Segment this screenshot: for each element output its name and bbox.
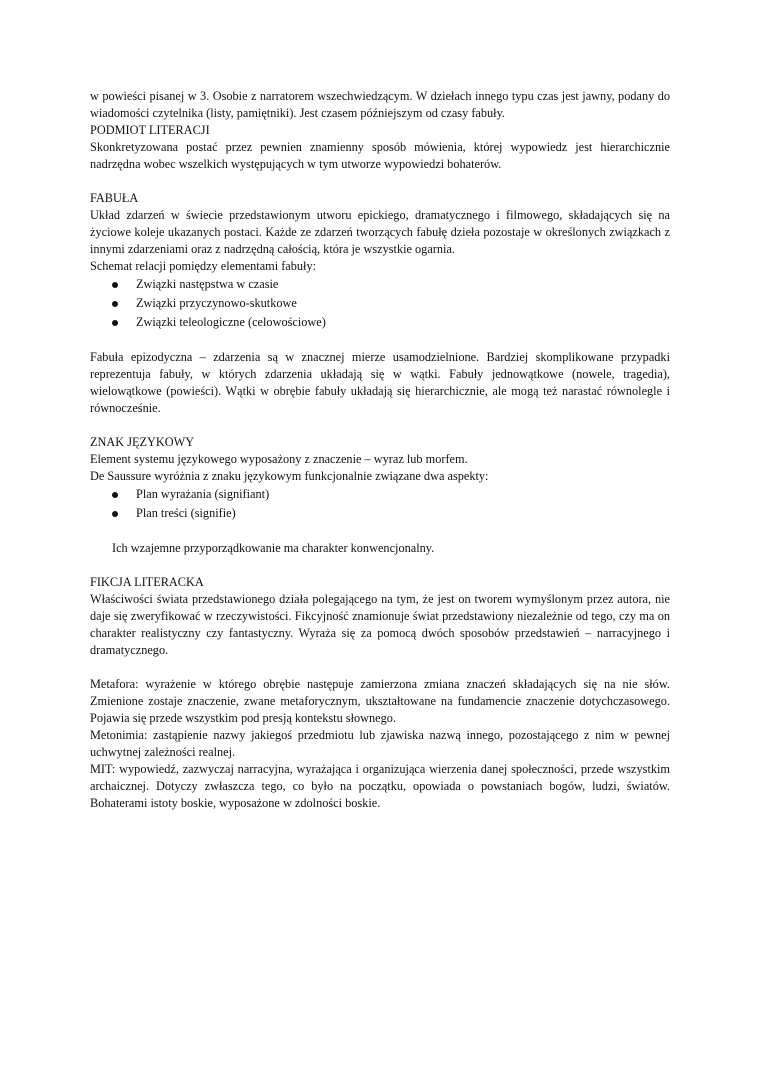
bullet-icon <box>112 282 118 288</box>
section-gap <box>90 659 670 676</box>
intro-paragraph: w powieści pisanej w 3. Osobie z narratorem wszechwiedzącym. W dziełach innego typu czas jest jawny, podany do wiadomości czytelnika (listy, pamiętniki). Jest czasem późniejszym od czasy fabuły. <box>90 89 670 120</box>
list-item-text: Plan wyrażania (signifiant) <box>136 487 270 501</box>
znak-aspects-list <box>90 485 670 523</box>
znak-line-1: Element systemu językowego wyposażony z znaczenie – wyraz lub morfem. <box>90 452 468 466</box>
fabula-epizodyczna-paragraph: Fabuła epizodyczna – zdarzenia są w znacznej mierze usamodzielnione. Bardziej skomplikowane przypadki reprezentuja fabuły, w których zdarzenia układają się w wątki. Fabuły jednowątkowe (nowele, tragedia), wielowątkowe (powieści). Wątki w obrębie fabuły układają się hierarchicznie, ale mogą też narastać równolegle i równocześnie. <box>90 350 670 415</box>
list-item <box>90 504 670 523</box>
list-item-text: Związki teleologiczne (celowościowe) <box>136 315 326 329</box>
section-gap <box>90 557 670 574</box>
fikcja-paragraph: Właściwości świata przedstawionego działa polegającego na tym, że jest on tworem wymyślonym przez autora, nie daje się zweryfikować w rzeczywistości. Fikcyjność znamionuje świat przedstawiony niezależnie od tego, czy ma on charakter realistyczny czy fantastyczny. Wyraża się za pomocą dwóch sposobów przedstawień – narracyjnego i dramatycznego. <box>90 592 670 657</box>
list-item <box>90 294 670 313</box>
bullet-icon <box>112 511 118 517</box>
document-page <box>90 88 670 812</box>
metonimia-paragraph: Metonimia: zastąpienie nazwy jakiegoś przedmiotu lub zjawiska nazwą innego, pozostającego z nim w pewnej uchwytnej zależności realnej. <box>90 728 670 759</box>
znak-line-2: De Saussure wyróżnia z znaku językowym funkcjonalnie związane dwa aspekty: <box>90 469 489 483</box>
fabula-relations-list <box>90 275 670 332</box>
section-gap <box>90 332 670 349</box>
znak-note: Ich wzajemne przyporządkowanie ma charakter konwencjonalny. <box>112 541 435 555</box>
list-item-text: Plan treści (signifie) <box>136 506 236 520</box>
fabula-heading: FABUŁA <box>90 191 139 205</box>
list-item-text: Związki przyczynowo-skutkowe <box>136 296 297 310</box>
list-item-text: Związki następstwa w czasie <box>136 277 279 291</box>
list-item <box>90 313 670 332</box>
podmiot-paragraph: Skonkretyzowana postać przez pewnien znamienny sposób mówienia, której wypowiedz jest hierarchicznie nadrzędna wobec wszelkich występujących w tym utworze wypowiedzi bohaterów. <box>90 140 670 171</box>
list-item <box>90 485 670 504</box>
section-gap <box>90 523 670 540</box>
bullet-icon <box>112 320 118 326</box>
znak-heading: ZNAK JĘZYKOWY <box>90 435 195 449</box>
section-gap <box>90 417 670 434</box>
mit-paragraph: MIT: wypowiedź, zazwyczaj narracyjna, wyrażająca i organizująca wierzenia danej społeczności, przede wszystkim archaicznej. Dotyczy zwłaszcza tego, co było na początku, opowiada o powstaniach bogów, ludzi, światów. Bohaterami istoty boskie, wyposażone w zdolności boskie. <box>90 762 670 810</box>
fabula-schema-label: Schemat relacji pomiędzy elementami fabuły: <box>90 259 317 273</box>
bullet-icon <box>112 492 118 498</box>
fikcja-heading: FIKCJA LITERACKA <box>90 575 204 589</box>
bullet-icon <box>112 301 118 307</box>
podmiot-heading: PODMIOT LITERACJI <box>90 123 210 137</box>
section-gap <box>90 173 670 190</box>
list-item <box>90 275 670 294</box>
metafora-paragraph: Metafora: wyrażenie w którego obrębie następuje zamierzona zmiana znaczeń składających się na nie słów. Zmienione zostaje znaczenie, zwane metaforycznym, ukształtowane na fundamencie znaczenie dotychczasowego. Pojawia się przede wszystkim pod presją kontekstu słownego. <box>90 677 670 725</box>
fabula-paragraph: Układ zdarzeń w świecie przedstawionym utworu epickiego, dramatycznego i filmowego, składających się na życiowe koleje ukazanych postaci. Każde ze zdarzeń tworzących fabułę dzieła pozostaje w określonych związkach z innymi zdarzeniami oraz z nadrzędną całością, która je wszystkie ogarnia. <box>90 208 670 256</box>
